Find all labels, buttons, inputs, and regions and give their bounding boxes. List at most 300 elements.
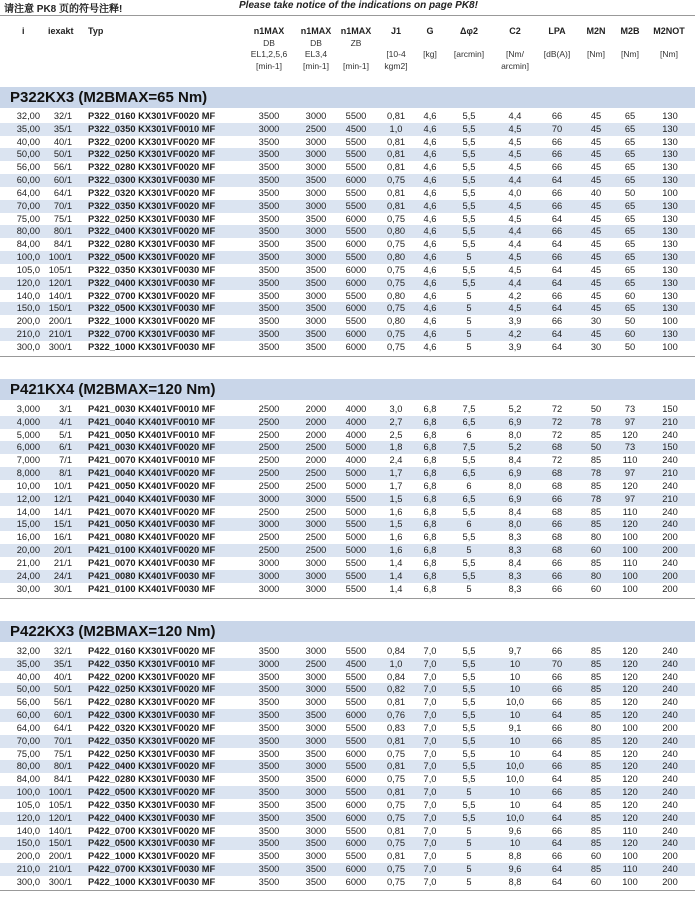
cell-n1max-db: 3500: [258, 329, 280, 340]
cell-typ: P421_0080 KX401VF0020 MF: [88, 532, 216, 543]
cell-i: 12,00: [16, 493, 40, 504]
cell-lpa: 64: [551, 303, 563, 314]
cell-n1max-db2: 2500: [305, 506, 327, 517]
cell-m2not: 130: [662, 303, 678, 314]
cell-m2b: 100: [622, 570, 638, 581]
cell-c2: 8,8: [508, 851, 522, 862]
cell-n1max-zb: 6000: [345, 774, 367, 785]
cell-m2not: 240: [662, 684, 678, 695]
cell-dphi: 6: [466, 429, 472, 440]
cell-c2: 5,2: [508, 404, 522, 414]
cell-g: 4,6: [423, 175, 437, 186]
cell-n1max-zb: 6000: [345, 876, 367, 887]
cell-m2b: 65: [624, 303, 636, 314]
table-row: [0, 467, 695, 480]
cell-dphi: 5,5: [462, 175, 476, 186]
cell-n1max-zb: 5500: [345, 851, 367, 862]
cell-g: 6,8: [423, 416, 437, 427]
cell-iexakt: 80/1: [53, 226, 72, 237]
cell-i: 80,00: [16, 761, 40, 772]
cell-m2n: 85: [590, 761, 602, 772]
cell-m2b: 65: [624, 264, 636, 275]
cell-typ: P422_1000 KX301VF0020 MF: [88, 851, 216, 862]
cell-iexakt: 150/1: [48, 838, 72, 849]
cell-c2: 4,4: [508, 277, 522, 288]
cell-typ: P422_0200 KX301VF0020 MF: [88, 671, 216, 682]
cell-m2n: 85: [590, 519, 602, 530]
cell-n1max-db: 3500: [258, 200, 280, 211]
cell-n1max-zb: 6000: [345, 341, 367, 352]
cell-dphi: 5: [466, 341, 472, 352]
cell-i: 40,00: [16, 671, 40, 682]
cell-m2b: 120: [622, 658, 638, 669]
cell-j1: 0,84: [386, 671, 406, 682]
cell-lpa: 72: [551, 404, 563, 414]
cell-j1: 0,84: [386, 646, 406, 656]
section-heading: P421KX4 (M2BMAX=120 Nm): [10, 381, 216, 398]
table-row: [0, 557, 695, 570]
cell-typ: P422_0160 KX301VF0020 MF: [88, 646, 216, 656]
cell-m2b: 50: [624, 316, 636, 327]
table-row: [0, 328, 695, 341]
cell-n1max-zb: 5000: [345, 442, 367, 453]
cell-c2: 10: [509, 735, 521, 746]
cell-j1: 1,4: [389, 570, 403, 581]
cell-lpa: 70: [551, 658, 563, 669]
cell-lpa: 66: [551, 646, 563, 656]
cell-m2not: 200: [662, 851, 678, 862]
cell-i: 210,0: [16, 329, 40, 340]
table-row: [0, 876, 695, 889]
cell-dphi: 5,5: [462, 646, 476, 656]
cell-c2: 4,5: [508, 303, 522, 314]
col-j1: J1 [10-4 kgm2]: [384, 26, 408, 71]
cell-g: 6,8: [423, 557, 437, 568]
cell-m2b: 110: [622, 864, 638, 875]
cell-n1max-zb: 5500: [345, 557, 367, 568]
table-row: [0, 251, 695, 264]
cell-iexakt: 10/1: [53, 480, 72, 491]
cell-n1max-db2: 3500: [305, 710, 327, 721]
cell-n1max-db2: 3000: [305, 557, 327, 568]
cell-dphi: 5: [466, 864, 472, 875]
section-title-p422kx3: [0, 621, 695, 642]
cell-dphi: 5: [466, 787, 472, 798]
cell-lpa: 66: [551, 735, 563, 746]
cell-n1max-db: 3500: [258, 697, 280, 708]
cell-m2b: 60: [624, 329, 636, 340]
cell-n1max-db: 2500: [258, 506, 280, 517]
cell-lpa: 72: [551, 429, 563, 440]
cell-c2: 8,3: [508, 532, 522, 543]
cell-i: 150,0: [16, 838, 40, 849]
table-row: [0, 480, 695, 493]
table-row: [0, 696, 695, 709]
cell-c2: 8,4: [508, 455, 522, 466]
col-typ: Typ: [88, 26, 104, 36]
cell-n1max-db: 3500: [258, 761, 280, 772]
cell-j1: 1,0: [389, 123, 403, 134]
cell-typ: P422_0280 KX301VF0020 MF: [88, 697, 216, 708]
cell-g: 6,8: [423, 506, 437, 517]
cell-i: 56,00: [16, 162, 40, 173]
cell-m2not: 210: [662, 416, 678, 427]
cell-m2b: 73: [624, 442, 636, 453]
cell-n1max-db2: 3500: [305, 175, 327, 186]
cell-m2b: 97: [624, 416, 636, 427]
cell-m2b: 120: [622, 671, 638, 682]
cell-m2not: 130: [662, 136, 678, 147]
cell-dphi: 5,5: [462, 761, 476, 772]
cell-iexakt: 7/1: [59, 455, 72, 466]
cell-n1max-zb: 6000: [345, 303, 367, 314]
table-row: [0, 760, 695, 773]
cell-m2n: 45: [590, 123, 602, 134]
cell-typ: P422_0400 KX301VF0030 MF: [88, 812, 216, 823]
cell-m2not: 200: [662, 570, 678, 581]
cell-m2n: 45: [590, 264, 602, 275]
cell-n1max-db2: 2500: [305, 442, 327, 453]
cell-m2b: 120: [622, 480, 638, 491]
cell-m2not: 240: [662, 710, 678, 721]
cell-n1max-zb: 5500: [345, 187, 367, 198]
cell-iexakt: 210/1: [48, 329, 72, 340]
cell-iexakt: 56/1: [53, 697, 72, 708]
cell-typ: P322_0250 KX301VF0030 MF: [88, 213, 216, 224]
cell-c2: 4,5: [508, 213, 522, 224]
cell-typ: P422_0280 KX301VF0030 MF: [88, 774, 216, 785]
cell-m2not: 200: [662, 583, 678, 594]
cell-n1max-db2: 2500: [305, 658, 327, 669]
cell-m2n: 45: [590, 213, 602, 224]
cell-iexakt: 40/1: [53, 671, 72, 682]
cell-lpa: 64: [551, 264, 563, 275]
cell-m2n: 80: [590, 722, 602, 733]
cell-dphi: 5: [466, 876, 472, 887]
cell-m2not: 240: [662, 455, 678, 466]
cell-m2b: 100: [622, 722, 638, 733]
cell-m2n: 85: [590, 646, 602, 656]
cell-m2n: 45: [590, 239, 602, 250]
cell-i: 16,00: [16, 532, 40, 543]
cell-n1max-db: 3500: [258, 213, 280, 224]
cell-n1max-db: 3500: [258, 341, 280, 352]
cell-n1max-zb: 5000: [345, 545, 367, 556]
table-row: [0, 429, 695, 442]
cell-m2n: 60: [590, 851, 602, 862]
cell-n1max-db2: 2500: [305, 480, 327, 491]
cell-i: 7,000: [16, 455, 40, 466]
cell-n1max-db2: 3000: [305, 570, 327, 581]
cell-m2not: 150: [662, 404, 678, 414]
cell-typ: P322_0350 KX301VF0030 MF: [88, 264, 216, 275]
cell-n1max-db2: 3000: [305, 493, 327, 504]
cell-dphi: 5,5: [462, 187, 476, 198]
section-divider: [0, 890, 695, 891]
cell-i: 200,0: [16, 316, 40, 327]
cell-n1max-db2: 3000: [305, 583, 327, 594]
cell-i: 120,0: [16, 277, 40, 288]
cell-m2not: 130: [662, 329, 678, 340]
cell-iexakt: 210/1: [48, 864, 72, 875]
cell-m2not: 240: [662, 519, 678, 530]
cell-n1max-zb: 6000: [345, 277, 367, 288]
cell-dphi: 5,5: [462, 557, 476, 568]
cell-c2: 10: [509, 658, 521, 669]
cell-m2b: 65: [624, 123, 636, 134]
cell-j1: 0,81: [386, 149, 406, 160]
cell-j1: 0,75: [386, 876, 406, 887]
cell-m2n: 85: [590, 506, 602, 517]
cell-c2: 3,9: [508, 316, 522, 327]
cell-g: 7,0: [423, 876, 437, 887]
cell-m2not: 240: [662, 658, 678, 669]
cell-dphi: 7,5: [462, 404, 476, 414]
col-lpa: LPA [dB(A)]: [543, 26, 571, 59]
cell-m2not: 130: [662, 149, 678, 160]
cell-m2not: 130: [662, 252, 678, 263]
table-row: [0, 441, 695, 454]
cell-iexakt: 24/1: [53, 570, 72, 581]
cell-n1max-zb: 5500: [345, 519, 367, 530]
table-row: [0, 735, 695, 748]
cell-n1max-db2: 3500: [305, 329, 327, 340]
cell-n1max-db2: 3500: [305, 838, 327, 849]
cell-lpa: 64: [551, 864, 563, 875]
cell-m2n: 85: [590, 671, 602, 682]
cell-j1: 2,4: [389, 455, 403, 466]
cell-g: 6,8: [423, 480, 437, 491]
cell-i: 300,0: [16, 341, 40, 352]
cell-n1max-db: 3500: [258, 684, 280, 695]
cell-m2n: 85: [590, 812, 602, 823]
cell-j1: 0,75: [386, 303, 406, 314]
table-row: [0, 531, 695, 544]
cell-dphi: 5,5: [462, 277, 476, 288]
cell-c2: 10: [509, 710, 521, 721]
cell-typ: P422_0350 KX301VF0020 MF: [88, 735, 216, 746]
cell-g: 4,6: [423, 264, 437, 275]
cell-n1max-zb: 5500: [345, 684, 367, 695]
cell-i: 30,00: [16, 583, 40, 594]
cell-j1: 0,81: [386, 187, 406, 198]
cell-m2n: 85: [590, 684, 602, 695]
cell-c2: 10,0: [505, 761, 525, 772]
cell-m2not: 240: [662, 557, 678, 568]
cell-m2not: 200: [662, 722, 678, 733]
cell-n1max-db: 3500: [258, 646, 280, 656]
cell-m2b: 100: [622, 583, 638, 594]
cell-n1max-db2: 2000: [305, 455, 327, 466]
cell-g: 7,0: [423, 838, 437, 849]
cell-m2n: 85: [590, 748, 602, 759]
cell-i: 8,000: [16, 468, 40, 479]
cell-dphi: 5,5: [462, 684, 476, 695]
cell-iexakt: 120/1: [48, 277, 72, 288]
cell-iexakt: 84/1: [53, 239, 72, 250]
cell-g: 7,0: [423, 851, 437, 862]
cell-m2n: 85: [590, 557, 602, 568]
cell-typ: P322_0250 KX301VF0020 MF: [88, 149, 216, 160]
cell-n1max-db2: 3000: [305, 671, 327, 682]
cell-lpa: 66: [551, 697, 563, 708]
cell-n1max-db2: 3000: [305, 226, 327, 237]
cell-g: 4,6: [423, 303, 437, 314]
cell-dphi: 5,5: [462, 226, 476, 237]
table-row: [0, 518, 695, 531]
cell-typ: P322_0700 KX301VF0030 MF: [88, 329, 216, 340]
cell-j1: 0,75: [386, 213, 406, 224]
cell-dphi: 5,5: [462, 532, 476, 543]
cell-typ: P322_0350 KX301VF0010 MF: [88, 123, 216, 134]
cell-g: 6,8: [423, 532, 437, 543]
cell-iexakt: 16/1: [53, 532, 72, 543]
cell-c2: 4,4: [508, 226, 522, 237]
cell-m2b: 110: [622, 825, 638, 836]
cell-n1max-db: 3500: [258, 710, 280, 721]
cell-m2not: 240: [662, 735, 678, 746]
cell-m2n: 85: [590, 735, 602, 746]
cell-typ: P322_0400 KX301VF0020 MF: [88, 226, 216, 237]
cell-dphi: 5,5: [462, 506, 476, 517]
cell-n1max-zb: 6000: [345, 864, 367, 875]
cell-iexakt: 60/1: [53, 175, 72, 186]
table-row: [0, 825, 695, 838]
cell-n1max-db: 3000: [258, 493, 280, 504]
cell-m2b: 50: [624, 187, 636, 198]
cell-m2b: 97: [624, 493, 636, 504]
cell-typ: P322_0320 KX301VF0020 MF: [88, 187, 216, 198]
cell-n1max-db2: 3000: [305, 149, 327, 160]
cell-n1max-db2: 3000: [305, 787, 327, 798]
cell-n1max-db: 3500: [258, 748, 280, 759]
cell-n1max-db: 3000: [258, 123, 280, 134]
cell-m2not: 240: [662, 761, 678, 772]
col-n1max-db2: n1MAX DB EL3,4 [min-1]: [300, 26, 332, 71]
table-row: [0, 187, 695, 200]
column-header: [0, 26, 695, 82]
cell-g: 7,0: [423, 761, 437, 772]
cell-m2b: 120: [622, 761, 638, 772]
cell-i: 105,0: [16, 264, 40, 275]
cell-m2b: 65: [624, 239, 636, 250]
cell-n1max-zb: 4000: [345, 404, 367, 414]
table-row: [0, 544, 695, 557]
cell-g: 7,0: [423, 825, 437, 836]
cell-m2not: 210: [662, 468, 678, 479]
cell-j1: 0,80: [386, 316, 406, 327]
cell-c2: 10: [509, 671, 521, 682]
cell-j1: 1,7: [389, 468, 403, 479]
cell-lpa: 66: [551, 252, 563, 263]
cell-m2not: 150: [662, 442, 678, 453]
cell-n1max-db: 2500: [258, 532, 280, 543]
cell-typ: P422_0500 KX301VF0030 MF: [88, 838, 216, 849]
cell-j1: 0,81: [386, 136, 406, 147]
cell-c2: 10: [509, 838, 521, 849]
cell-typ: P421_0070 KX401VF0020 MF: [88, 506, 216, 517]
cell-n1max-db: 3000: [258, 557, 280, 568]
cell-iexakt: 20/1: [53, 545, 72, 556]
cell-dphi: 5,5: [462, 570, 476, 581]
cell-n1max-db2: 3500: [305, 341, 327, 352]
cell-n1max-db: 3500: [258, 838, 280, 849]
cell-n1max-db: 3500: [258, 303, 280, 314]
table-row: [0, 302, 695, 315]
col-m2n: M2N [Nm]: [586, 26, 606, 59]
cell-c2: 10,0: [505, 697, 525, 708]
table-row: [0, 213, 695, 226]
cell-n1max-db: 3500: [258, 162, 280, 173]
cell-lpa: 66: [551, 671, 563, 682]
cell-c2: 10,0: [505, 812, 525, 823]
cell-n1max-zb: 5500: [345, 316, 367, 327]
cell-m2not: 200: [662, 532, 678, 543]
cell-lpa: 66: [551, 825, 563, 836]
cell-g: 4,6: [423, 187, 437, 198]
cell-n1max-db: 3500: [258, 851, 280, 862]
cell-iexakt: 105/1: [48, 264, 72, 275]
cell-typ: P422_0700 KX301VF0030 MF: [88, 864, 216, 875]
cell-j1: 0,81: [386, 787, 406, 798]
cell-dphi: 6,5: [462, 416, 476, 427]
cell-lpa: 64: [551, 277, 563, 288]
cell-typ: P422_0320 KX301VF0020 MF: [88, 722, 216, 733]
cell-m2not: 210: [662, 493, 678, 504]
cell-n1max-db: 3500: [258, 239, 280, 250]
cell-i: 70,00: [16, 735, 40, 746]
cell-j1: 0,80: [386, 226, 406, 237]
cell-n1max-zb: 5500: [345, 583, 367, 594]
cell-typ: P421_0030 KX401VF0010 MF: [88, 404, 216, 414]
cell-n1max-db2: 3500: [305, 213, 327, 224]
cell-iexakt: 14/1: [53, 506, 72, 517]
cell-c2: 10: [509, 787, 521, 798]
cell-n1max-db: 3500: [258, 812, 280, 823]
cell-m2n: 45: [590, 136, 602, 147]
cell-iexakt: 50/1: [53, 684, 72, 695]
cell-n1max-db2: 2000: [305, 416, 327, 427]
table-row: [0, 238, 695, 251]
col-c2: C2 [Nm/ arcmin]: [501, 26, 529, 71]
cell-iexakt: 84/1: [53, 774, 72, 785]
cell-g: 4,6: [423, 200, 437, 211]
cell-i: 300,0: [16, 876, 40, 887]
table-row: [0, 799, 695, 812]
cell-m2n: 85: [590, 864, 602, 875]
cell-j1: 1,0: [389, 658, 403, 669]
cell-typ: P322_0350 KX301VF0020 MF: [88, 200, 216, 211]
table-row: [0, 123, 695, 136]
cell-n1max-db2: 2500: [305, 468, 327, 479]
cell-m2n: 60: [590, 876, 602, 887]
cell-lpa: 64: [551, 748, 563, 759]
cell-c2: 8,3: [508, 570, 522, 581]
cell-typ: P422_0500 KX301VF0020 MF: [88, 787, 216, 798]
table-row: [0, 786, 695, 799]
cell-lpa: 68: [551, 506, 563, 517]
cell-n1max-db: 3500: [258, 149, 280, 160]
cell-i: 200,0: [16, 851, 40, 862]
cell-c2: 8,8: [508, 876, 522, 887]
cell-i: 50,00: [16, 684, 40, 695]
cell-dphi: 5,5: [462, 149, 476, 160]
cell-dphi: 5: [466, 316, 472, 327]
cell-m2n: 45: [590, 252, 602, 263]
cell-n1max-db: 3500: [258, 825, 280, 836]
cell-dphi: 5: [466, 583, 472, 594]
cell-n1max-zb: 5000: [345, 480, 367, 491]
